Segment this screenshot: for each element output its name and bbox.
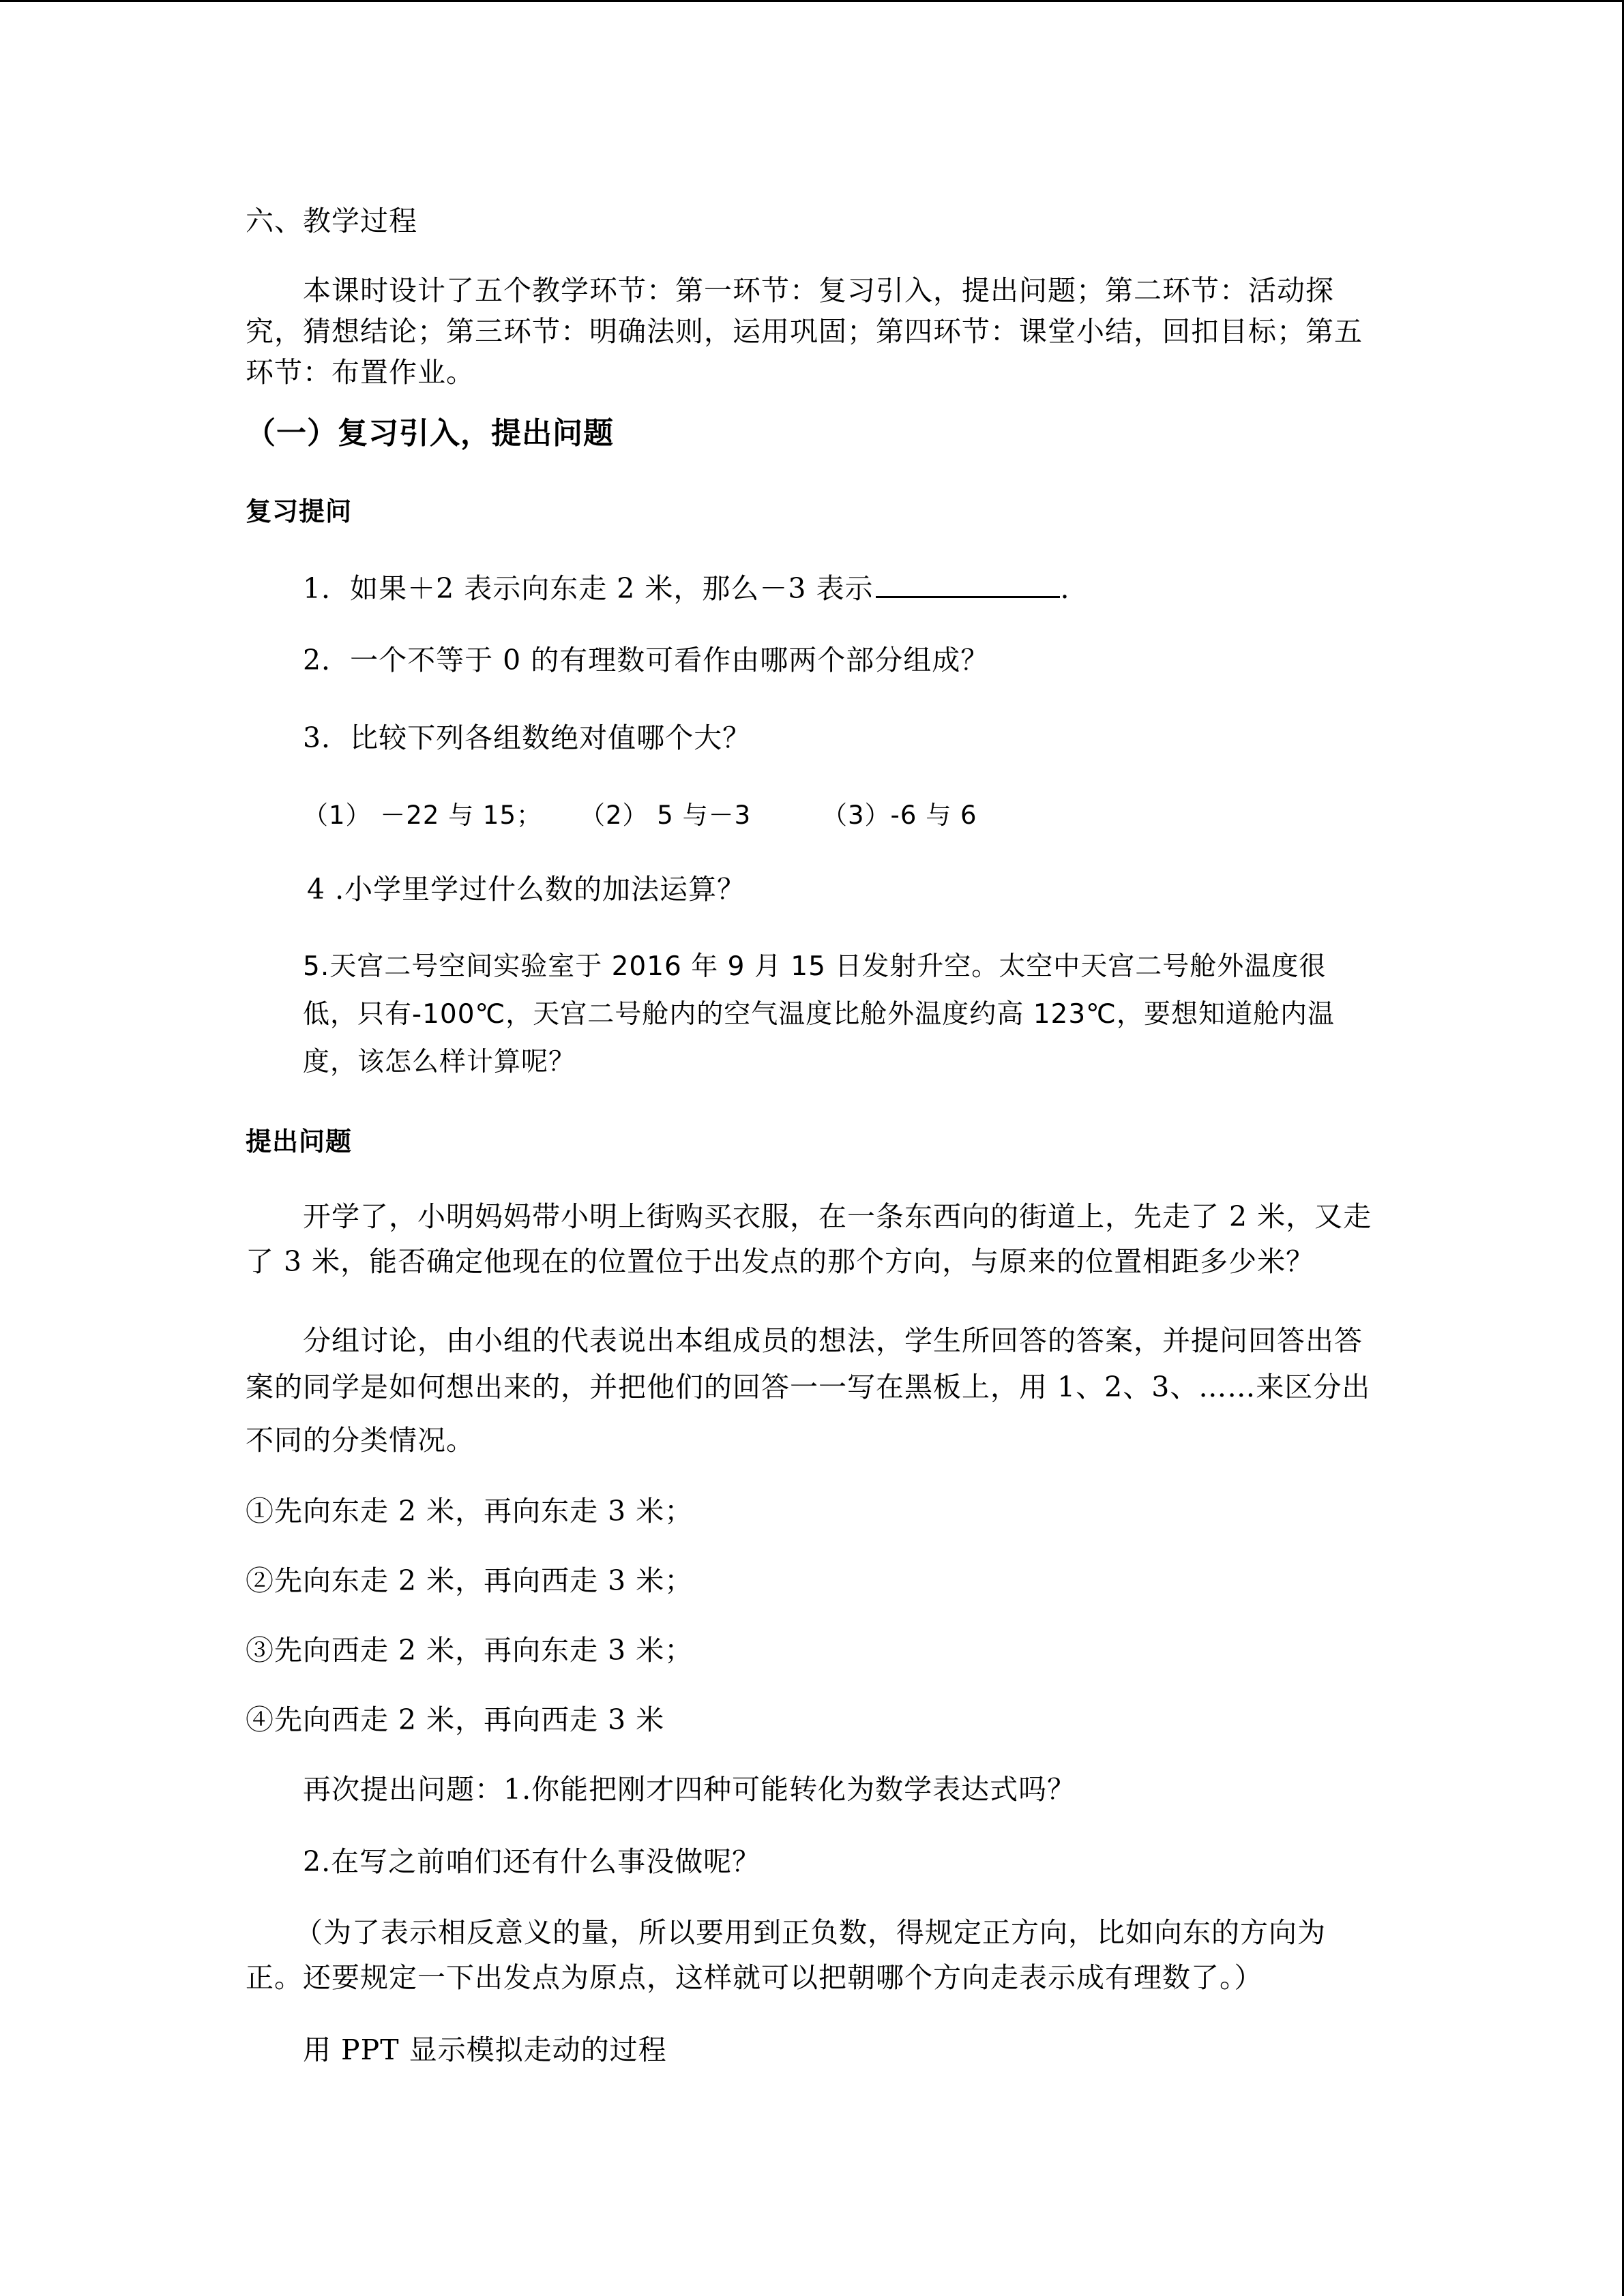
case-4: ④先向西走 2 米，再向西走 3 米 — [246, 1703, 665, 1736]
question-5-line-1: 5.天宫二号空间实验室于 2016 年 9 月 15 日发射升空。太空中天宫二号舱外温度很 — [303, 951, 1327, 982]
question-4: 4 .小学里学过什么数的加法运算？ — [307, 873, 746, 906]
discussion-line-1: 分组讨论，由小组的代表说出本组成员的想法，学生所回答的答案，并提问回答出答 — [303, 1324, 1363, 1357]
question-5-line-3: 度，该怎么样计算呢？ — [303, 1047, 576, 1077]
question-5-line-2: 低，只有-100℃，天宫二号舱内的空气温度比舱外温度约高 123℃，要想知道舱内温 — [303, 999, 1335, 1030]
page-top-border — [0, 0, 1624, 2]
case-3: ③先向西走 2 米，再向东走 3 米； — [246, 1634, 694, 1667]
question-3: 3．比较下列各组数绝对值哪个大？ — [303, 721, 752, 754]
question-3-item-3: （3）-6 与 6 — [822, 801, 977, 830]
ppt-line: 用 PPT 显示模拟走动的过程 — [303, 2033, 667, 2066]
question-1 — [303, 566, 1070, 609]
case-1: ①先向东走 2 米，再向东走 3 米； — [246, 1495, 694, 1527]
note-line-2: 正。还要规定一下出发点为原点，这样就可以把朝哪个方向走表示成有理数了。） — [246, 1961, 1263, 1994]
answer-blank — [876, 566, 1060, 598]
note-line-1: （为了表示相反意义的量，所以要用到正负数，得规定正方向，比如向东的方向为 — [295, 1916, 1326, 1949]
review-heading: 复习提问 — [246, 496, 353, 526]
case-2: ②先向东走 2 米，再向西走 3 米； — [246, 1564, 694, 1597]
problem-line-1: 开学了，小明妈妈带小明上街购买衣服，在一条东西向的街道上，先走了 2 米，又走 — [303, 1200, 1372, 1233]
problem-line-2: 了 3 米，能否确定他现在的位置位于出发点的那个方向，与原来的位置相距多少米？ — [246, 1245, 1315, 1278]
question-1-text: 1．如果＋2 表示向东走 2 米，那么－3 表示 — [303, 572, 874, 605]
discussion-line-2: 案的同学是如何想出来的，并把他们的回答一一写在黑板上，用 1、2、3、……来区分出 — [246, 1371, 1371, 1403]
discussion-line-3: 不同的分类情况。 — [246, 1424, 475, 1457]
part-heading: （一）复习引入，提出问题 — [246, 416, 614, 451]
question-3-item-1: （1） －22 与 15； — [303, 801, 542, 830]
question-3-item-2: （2） 5 与－3 — [580, 801, 752, 830]
section-title: 六、教学过程 — [246, 205, 417, 237]
intro-line-1: 本课时设计了五个教学环节：第一环节：复习引入，提出问题；第二环节：活动探 — [303, 274, 1334, 307]
intro-line-2: 究，猜想结论；第三环节：明确法则，运用巩固；第四环节：课堂小结，回扣目标；第五 — [246, 315, 1363, 348]
again-question-1: 再次提出问题：1.你能把刚才四种可能转化为数学表达式吗？ — [303, 1773, 1076, 1806]
again-question-2: 2.在写之前咱们还有什么事没做呢？ — [303, 1845, 761, 1878]
intro-line-3: 环节：布置作业。 — [246, 356, 475, 389]
question-2: 2．一个不等于 0 的有理数可看作由哪两个部分组成？ — [303, 644, 990, 676]
problem-heading: 提出问题 — [246, 1127, 353, 1157]
question-1-end: . — [1060, 572, 1070, 605]
